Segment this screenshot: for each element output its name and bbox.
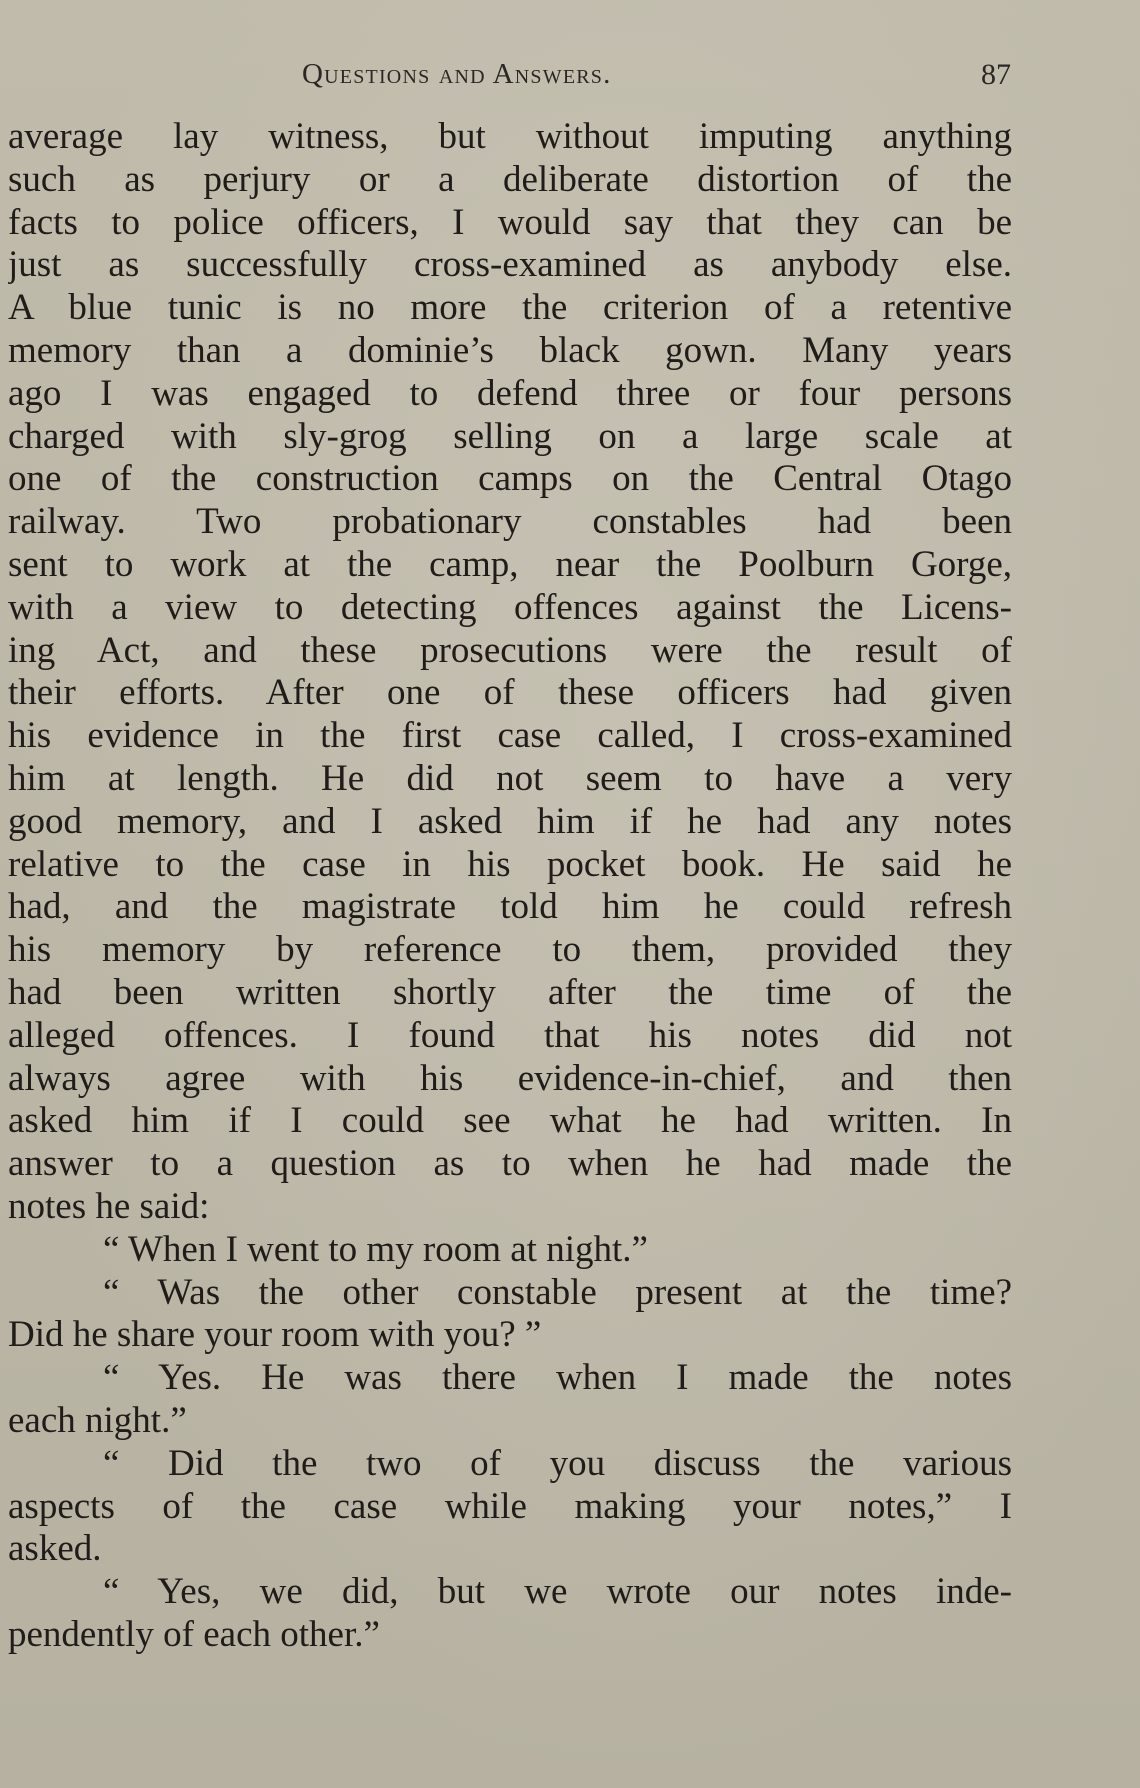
text-line: asked him if I could see what he had written. In bbox=[8, 1100, 1012, 1142]
text-line: “ Yes. He was there when I made the notes bbox=[103, 1357, 1012, 1399]
text-line: alleged offences. I found that his notes did not bbox=[8, 1014, 1012, 1056]
text-line: always agree with his evidence-in-chief, and then bbox=[8, 1057, 1012, 1099]
running-header bbox=[0, 58, 1140, 98]
text-line: “ Did the two of you discuss the various bbox=[103, 1442, 1012, 1484]
text-line: had, and the magistrate told him he could refresh bbox=[8, 886, 1012, 928]
text-line: one of the construction camps on the Central Otago bbox=[8, 458, 1012, 500]
text-line: just as successfully cross-examined as anybody else. bbox=[8, 244, 1012, 286]
body-text bbox=[8, 116, 1012, 1657]
text-line: sent to work at the camp, near the Poolburn Gorge, bbox=[8, 543, 1012, 585]
text-line: railway. Two probationary constables had been bbox=[8, 501, 1012, 543]
text-line: answer to a question as to when he had made the bbox=[8, 1143, 1012, 1185]
text-line: charged with sly-grog selling on a large scale at bbox=[8, 415, 1012, 457]
text-line: relative to the case in his pocket book. He said he bbox=[8, 843, 1012, 885]
text-line: aspects of the case while making your notes,” I bbox=[8, 1485, 1012, 1527]
page-number: 87 bbox=[981, 58, 1011, 91]
text-line: with a view to detecting offences against the Licens- bbox=[8, 586, 1012, 628]
text-line: A blue tunic is no more the criterion of a retentive bbox=[8, 287, 1012, 329]
text-line: ing Act, and these prosecutions were the result of bbox=[8, 629, 1012, 671]
text-line: their efforts. After one of these officers had given bbox=[8, 672, 1012, 714]
running-title: Questions and Answers. bbox=[302, 58, 612, 90]
text-line: each night.” bbox=[8, 1399, 187, 1441]
text-line: average lay witness, but without imputing anything bbox=[8, 116, 1012, 157]
text-line: such as perjury or a deliberate distortion of the bbox=[8, 158, 1012, 200]
text-line: good memory, and I asked him if he had any notes bbox=[8, 800, 1012, 842]
text-line: facts to police officers, I would say that they can be bbox=[8, 201, 1012, 243]
text-line: asked. bbox=[8, 1528, 102, 1570]
text-line: Did he share your room with you? ” bbox=[8, 1314, 542, 1356]
text-line: him at length. He did not seem to have a very bbox=[8, 757, 1012, 799]
text-line: notes he said: bbox=[8, 1185, 210, 1227]
text-line: pendently of each other.” bbox=[8, 1613, 380, 1655]
text-line: had been written shortly after the time of the bbox=[8, 971, 1012, 1013]
text-line: his evidence in the first case called, I cross-examined bbox=[8, 715, 1012, 757]
text-line: “ Was the other constable present at the time? bbox=[103, 1271, 1012, 1313]
text-line: “ Yes, we did, but we wrote our notes inde- bbox=[103, 1571, 1012, 1613]
text-line: ago I was engaged to defend three or four persons bbox=[8, 372, 1012, 414]
text-line: memory than a dominie’s black gown. Many years bbox=[8, 329, 1012, 371]
text-line: “ When I went to my room at night.” bbox=[103, 1228, 648, 1270]
text-line: his memory by reference to them, provided they bbox=[8, 929, 1012, 971]
